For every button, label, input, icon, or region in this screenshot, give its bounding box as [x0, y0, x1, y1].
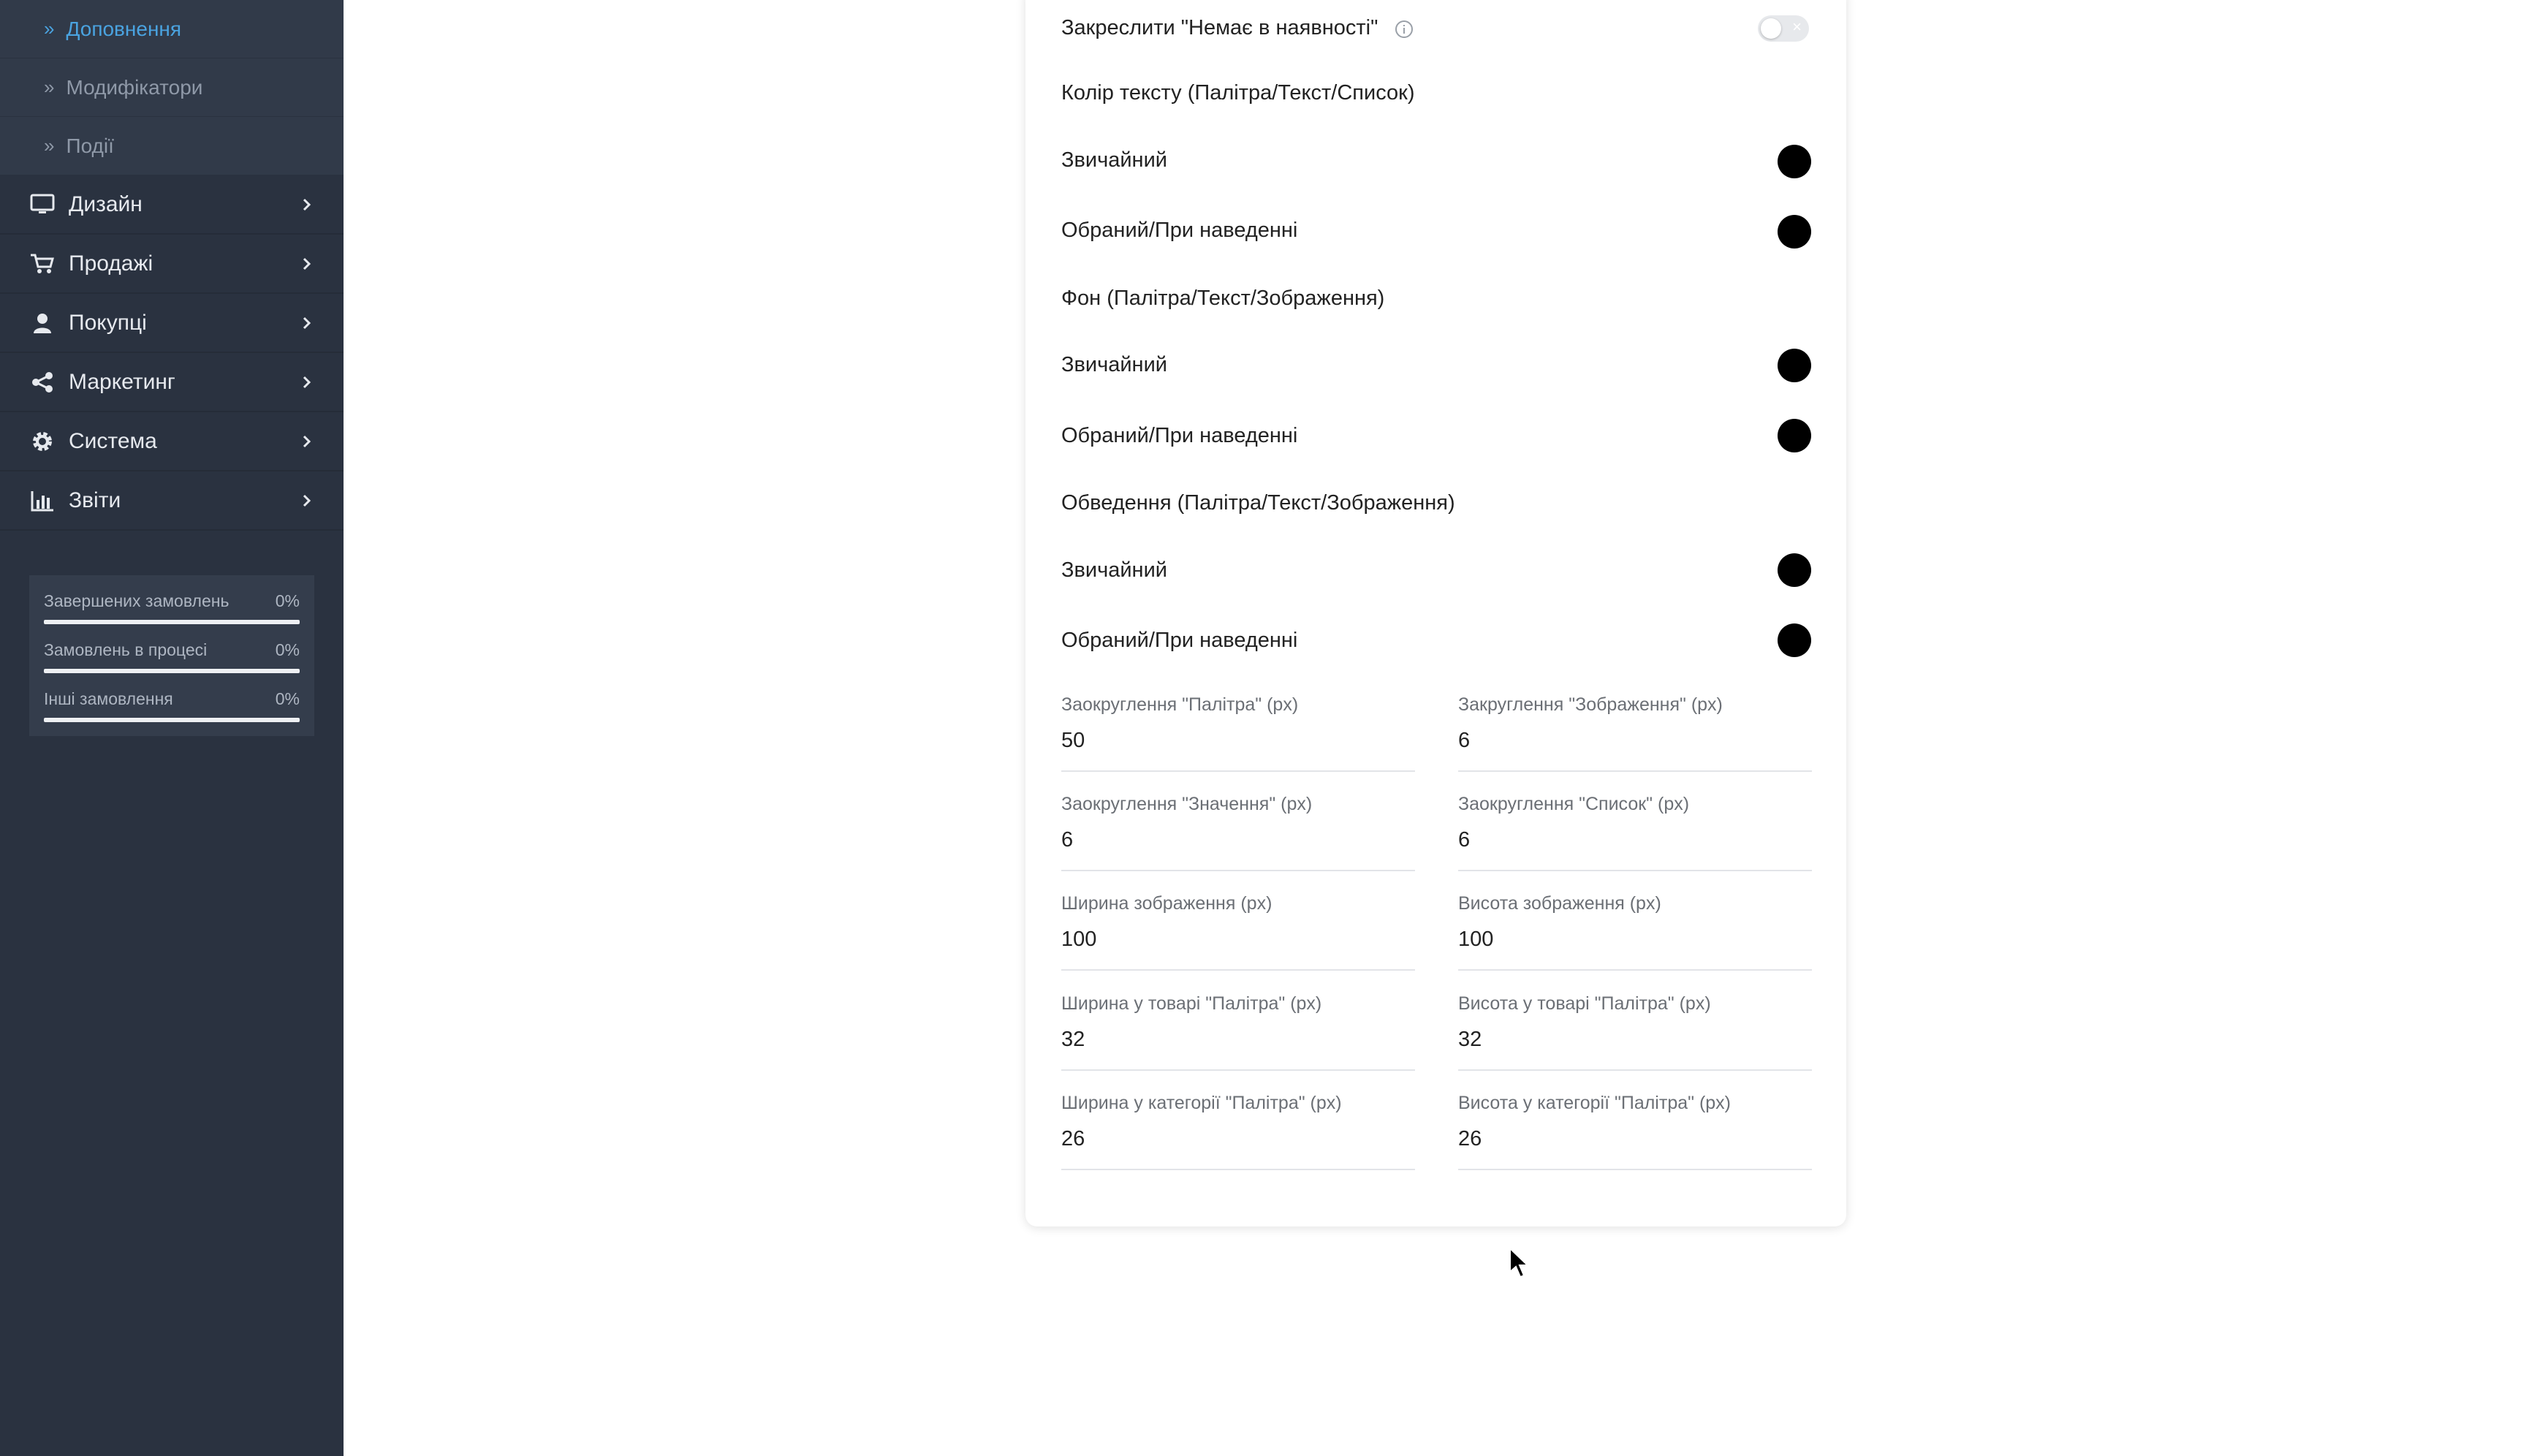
info-icon[interactable] — [1394, 19, 1414, 43]
product-palette-width-field — [1061, 993, 1415, 1071]
field-label: Ширина зображення (px) — [1061, 893, 1273, 914]
sidebar-item-customers[interactable] — [0, 294, 344, 353]
strike-out-of-stock-toggle[interactable] — [1758, 15, 1809, 42]
border-normal-label: Звичайний — [1061, 558, 1167, 582]
cart-icon — [29, 251, 56, 277]
background-selected-label: Обраний/При наведенні — [1061, 424, 1298, 447]
user-icon — [29, 310, 56, 336]
chevron-right-icon — [300, 434, 314, 449]
image-radius-input[interactable] — [1458, 729, 1812, 772]
background-normal-label: Звичайний — [1061, 353, 1167, 376]
field-label: Заокруглення "Список" (px) — [1458, 794, 1690, 814]
stat-progress-bar — [44, 718, 300, 722]
background-normal-swatch[interactable] — [1778, 349, 1811, 382]
stat-completed-orders — [44, 591, 300, 624]
field-label: Заокруглення "Палітра" (px) — [1061, 694, 1299, 715]
chevron-right-icon — [300, 375, 314, 390]
stat-label: Замовлень в процесі — [44, 640, 208, 659]
background-heading: Фон (Палітра/Текст/Зображення) — [1061, 287, 1385, 310]
field-label: Висота зображення (px) — [1458, 893, 1661, 914]
stat-other-orders — [44, 689, 300, 722]
sidebar-subitem-label: Модифікатори — [66, 75, 203, 99]
image-width-field — [1061, 893, 1415, 971]
sidebar-subitem-label: Події — [66, 134, 114, 157]
background-selected-swatch[interactable] — [1778, 419, 1811, 452]
chevron-right-icon — [300, 493, 314, 508]
value-radius-field — [1061, 794, 1415, 871]
text-color-normal-swatch[interactable] — [1778, 145, 1811, 178]
share-icon — [29, 369, 56, 395]
close-icon: × — [1792, 18, 1802, 36]
border-heading: Обведення (Палітра/Текст/Зображення) — [1061, 491, 1455, 515]
sidebar-subitem-events[interactable] — [0, 117, 344, 175]
sidebar-item-label: Звіти — [69, 488, 121, 512]
sidebar-item-system[interactable] — [0, 412, 344, 471]
stat-value: 0% — [275, 591, 300, 610]
image-height-input[interactable] — [1458, 928, 1812, 971]
palette-radius-field — [1061, 694, 1415, 772]
image-width-input[interactable] — [1061, 928, 1415, 971]
image-height-field — [1458, 893, 1812, 971]
border-selected-label: Обраний/При наведенні — [1061, 629, 1298, 652]
field-label: Закруглення "Зображення" (px) — [1458, 694, 1723, 715]
category-palette-height-input[interactable] — [1458, 1127, 1812, 1170]
sidebar-item-label: Маркетинг — [69, 369, 175, 394]
chevron-right-icon — [300, 316, 314, 330]
chevron-right-icon — [300, 257, 314, 271]
sidebar — [0, 0, 344, 1456]
stat-progress-bar — [44, 669, 300, 673]
toggle-knob — [1761, 18, 1781, 39]
sidebar-subitem-addons[interactable] — [0, 0, 344, 58]
border-normal-swatch[interactable] — [1778, 553, 1811, 587]
category-palette-width-input[interactable] — [1061, 1127, 1415, 1170]
double-chevron-icon: » — [44, 76, 55, 98]
sidebar-item-sales[interactable] — [0, 235, 344, 294]
monitor-icon — [29, 192, 56, 218]
stat-label: Інші замовлення — [44, 689, 173, 708]
product-palette-height-field — [1458, 993, 1812, 1071]
double-chevron-icon: » — [44, 18, 55, 39]
stat-value: 0% — [275, 640, 300, 659]
value-radius-input[interactable] — [1061, 828, 1415, 871]
text-color-selected-label: Обраний/При наведенні — [1061, 219, 1298, 242]
gear-icon — [29, 428, 56, 455]
strike-out-of-stock-label: Закреслити "Немає в наявності" — [1061, 16, 1378, 39]
stat-processing-orders — [44, 640, 300, 673]
text-color-heading: Колір тексту (Палітра/Текст/Список) — [1061, 81, 1415, 105]
mouse-cursor-icon — [1509, 1247, 1531, 1283]
sidebar-item-label: Покупці — [69, 310, 147, 335]
image-radius-field — [1458, 694, 1812, 772]
text-color-selected-swatch[interactable] — [1778, 215, 1811, 249]
sidebar-item-design[interactable] — [0, 175, 344, 235]
text-color-normal-label: Звичайний — [1061, 148, 1167, 172]
product-palette-height-input[interactable] — [1458, 1028, 1812, 1071]
order-stats — [29, 575, 314, 736]
sidebar-subitem-modifiers[interactable] — [0, 58, 344, 117]
palette-radius-input[interactable] — [1061, 729, 1415, 772]
field-label: Висота у товарі "Палітра" (px) — [1458, 993, 1711, 1014]
category-palette-height-field — [1458, 1093, 1812, 1170]
sidebar-item-marketing[interactable] — [0, 353, 344, 412]
submenu — [0, 0, 344, 175]
sidebar-item-reports[interactable] — [0, 471, 344, 531]
stat-label: Завершених замовлень — [44, 591, 230, 610]
border-selected-swatch[interactable] — [1778, 623, 1811, 657]
sidebar-subitem-label: Доповнення — [66, 17, 182, 40]
field-label: Заокруглення "Значення" (px) — [1061, 794, 1313, 814]
stat-value: 0% — [275, 689, 300, 708]
list-radius-input[interactable] — [1458, 828, 1812, 871]
list-radius-field — [1458, 794, 1812, 871]
sidebar-item-label: Система — [69, 428, 157, 453]
category-palette-width-field — [1061, 1093, 1415, 1170]
sidebar-item-label: Дизайн — [69, 192, 143, 216]
stat-progress-bar — [44, 620, 300, 624]
field-label: Ширина у категорії "Палітра" (px) — [1061, 1093, 1342, 1113]
bar-chart-icon — [29, 488, 56, 514]
field-label: Висота у категорії "Палітра" (px) — [1458, 1093, 1731, 1113]
product-palette-width-input[interactable] — [1061, 1028, 1415, 1071]
chevron-right-icon — [300, 197, 314, 212]
field-label: Ширина у товарі "Палітра" (px) — [1061, 993, 1322, 1014]
double-chevron-icon: » — [44, 134, 55, 156]
sidebar-item-label: Продажі — [69, 251, 153, 276]
